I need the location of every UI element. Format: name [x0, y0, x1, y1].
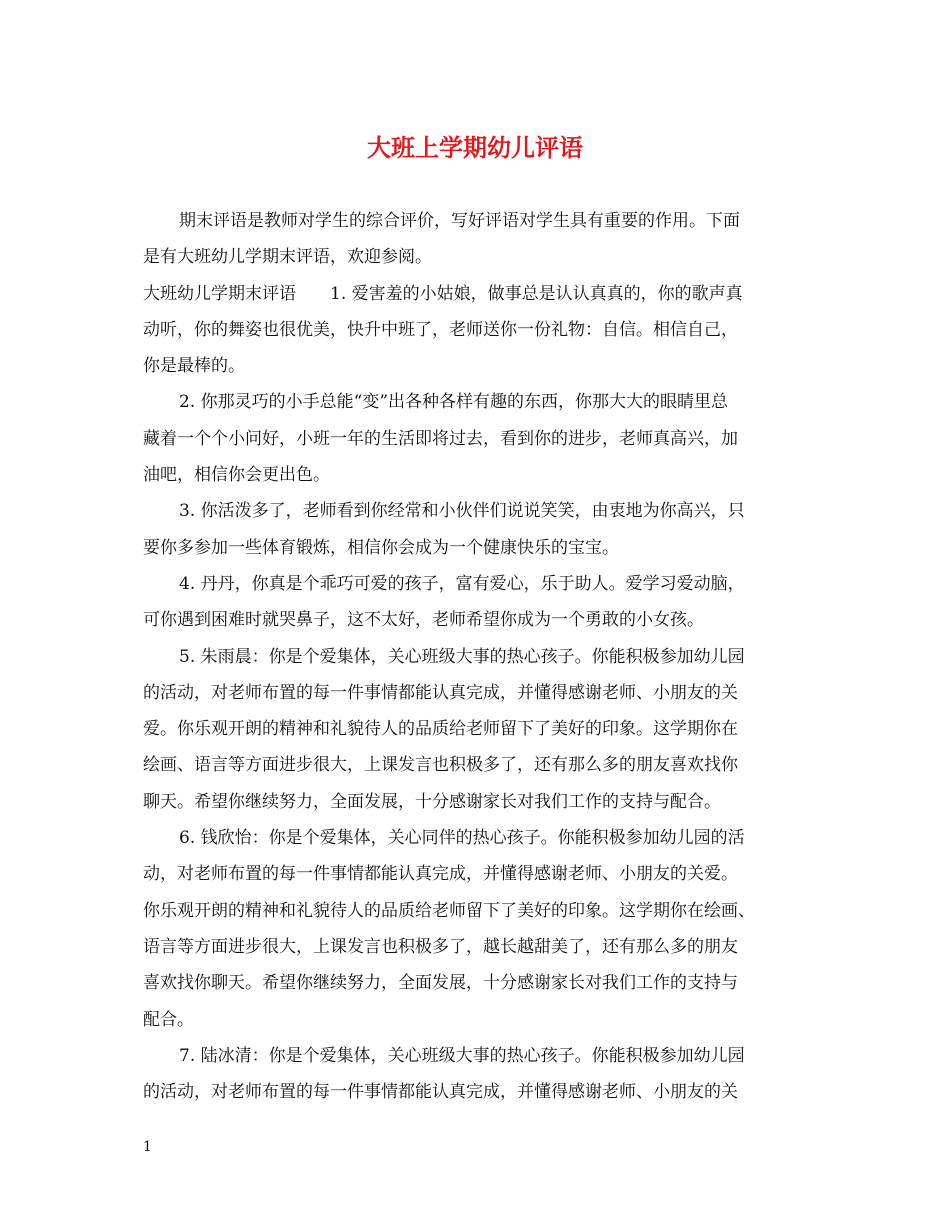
body-line: 动，对老师布置的每一件事情都能认真完成，并懂得感谢老师、小朋友的关爱。	[143, 864, 738, 885]
body-line: 语言等方面进步很大，上课发言也积极多了，越长越甜美了，还有那么多的朋友	[143, 936, 738, 957]
body-line: 4. 丹丹，你真是个乖巧可爱的孩子，富有爱心，乐于助人。爱学习爱动脑，	[179, 573, 745, 594]
body-line: 要你多参加一些体育锻炼，相信你会成为一个健康快乐的宝宝。	[143, 537, 619, 558]
body-line: 的活动，对老师布置的每一件事情都能认真完成，并懂得感谢老师、小朋友的关	[143, 1082, 738, 1103]
body-line: 绘画、语言等方面进步很大，上课发言也积极多了，还有那么多的朋友喜欢找你	[143, 755, 738, 776]
body-line: 油吧，相信你会更出色。	[143, 465, 330, 486]
page-number: 1	[143, 1139, 152, 1155]
body-line: 5. 朱雨晨：你是个爱集体，关心班级大事的热心孩子。你能积极参加幼儿园	[179, 646, 745, 667]
body-line: 你是最棒的。	[143, 356, 245, 377]
body-line: 3. 你活泼多了，老师看到你经常和小伙伴们说说笑笑，由衷地为你高兴，只	[179, 501, 745, 522]
document-body	[143, 208, 813, 1115]
body-line: 大班幼儿学期末评语 1. 爱害羞的小姑娘，做事总是认认真真的，你的歌声真	[143, 283, 743, 304]
body-line: 期末评语是教师对学生的综合评价，写好评语对学生具有重要的作用。下面	[179, 211, 740, 231]
body-line: 配合。	[143, 1009, 194, 1030]
page-title: 大班上学期幼儿评语	[367, 133, 583, 162]
body-line: 6. 钱欣怡：你是个爱集体，关心同伴的热心孩子。你能积极参加幼儿园的活	[179, 828, 745, 849]
body-line: 7. 陆冰清：你是个爱集体，关心班级大事的热心孩子。你能积极参加幼儿园	[179, 1045, 745, 1066]
body-line: 是有大班幼儿学期末评语，欢迎参阅。	[143, 247, 432, 268]
body-line: 可你遇到困难时就哭鼻子，这不太好，老师希望你成为一个勇敢的小女孩。	[143, 610, 704, 631]
body-line: 藏着一个个小问好，小班一年的生活即将过去，看到你的进步，老师真高兴，加	[143, 428, 738, 449]
body-line: 喜欢找你聊天。希望你继续努力，全面发展，十分感谢家长对我们工作的支持与	[143, 973, 738, 994]
body-line: 2. 你那灵巧的小手总能“变”出各种各样有趣的东西，你那大大的眼睛里总	[179, 392, 729, 413]
body-line: 聊天。希望你继续努力，全面发展，十分感谢家长对我们工作的支持与配合。	[143, 791, 721, 812]
body-line: 动听，你的舞姿也很优美，快升中班了，老师送你一份礼物：自信。相信自己，	[143, 319, 738, 340]
body-line: 你乐观开朗的精神和礼貌待人的品质给老师留下了美好的印象。这学期你在绘画、	[143, 900, 755, 921]
body-line: 的活动，对老师布置的每一件事情都能认真完成，并懂得感谢老师、小朋友的关	[143, 682, 738, 703]
body-line: 爱。你乐观开朗的精神和礼貌待人的品质给老师留下了美好的印象。这学期你在	[143, 719, 738, 740]
